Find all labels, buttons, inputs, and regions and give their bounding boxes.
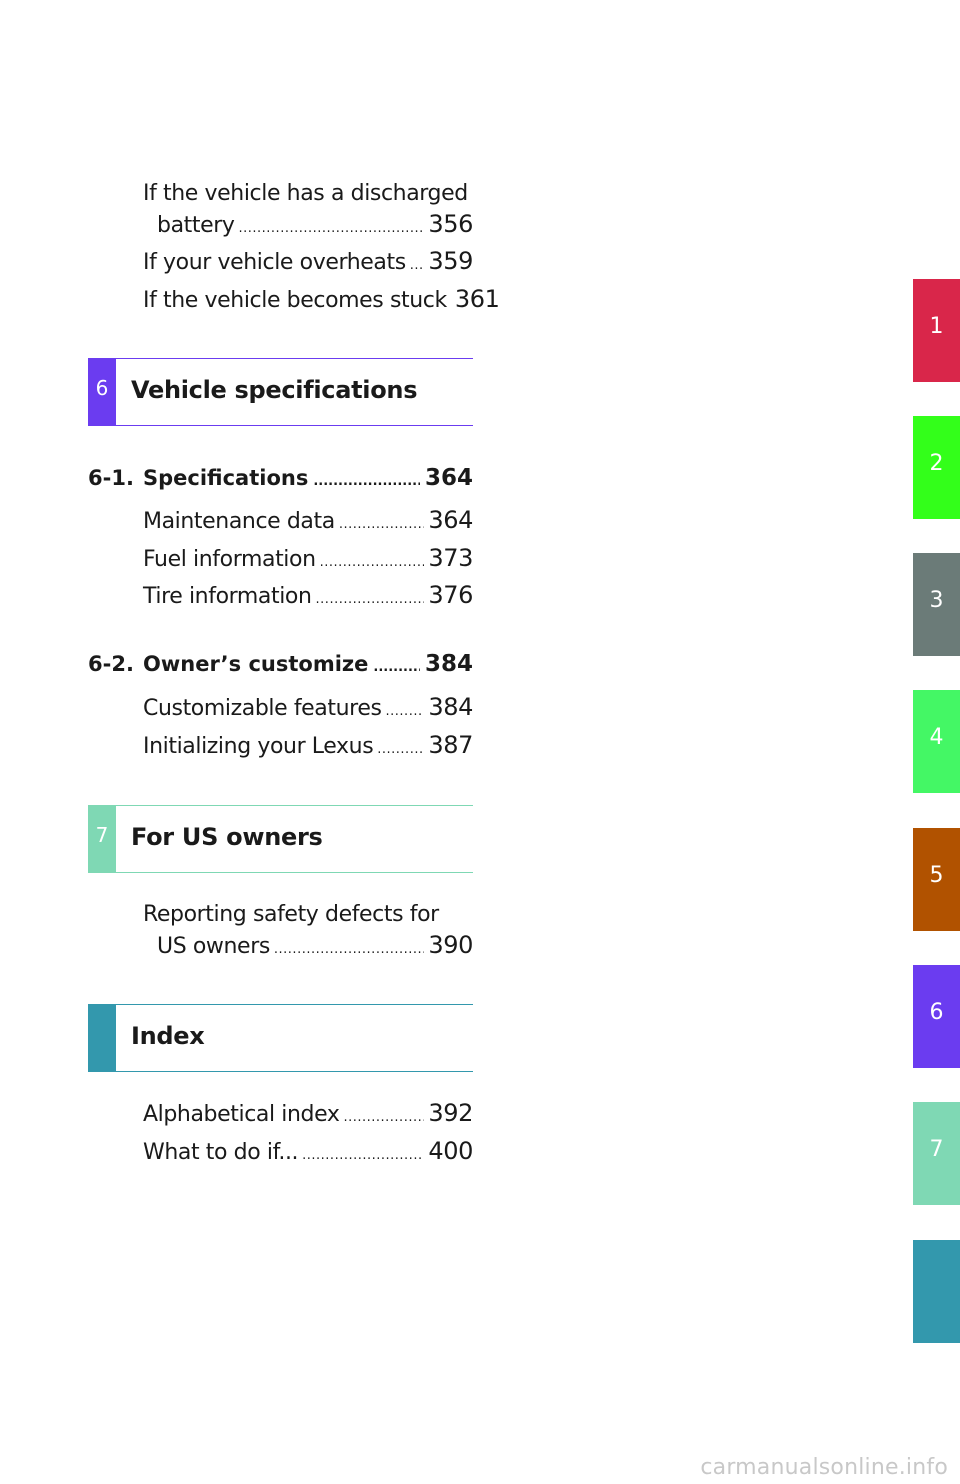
chapter-tab-7[interactable]: 7 — [913, 1102, 960, 1205]
dot-leader — [302, 1141, 424, 1171]
toc-page-number: 390 — [428, 931, 473, 959]
toc-entry-label: Fuel information — [143, 547, 316, 572]
dot-leader — [377, 735, 424, 765]
subsection-number: 6-2. — [88, 652, 134, 676]
dot-leader — [386, 697, 425, 727]
section-color-badge — [88, 1005, 116, 1071]
toc-entry-customizable-features[interactable] — [143, 692, 473, 727]
toc-page-number: 384 — [424, 651, 473, 677]
dot-leader — [274, 935, 424, 965]
toc-entry-label: If your vehicle overheats — [143, 250, 406, 275]
toc-entry-label: battery — [157, 213, 235, 238]
toc-page-number: 364 — [428, 506, 473, 534]
section-header-7 — [88, 805, 473, 873]
toc-entry-stuck[interactable] — [143, 284, 500, 319]
toc-page-number: 361 — [454, 285, 500, 313]
toc-entry-label: Initializing your Lexus — [143, 734, 374, 759]
toc-entry-discharged-battery[interactable] — [157, 209, 473, 244]
section-header-index — [88, 1004, 473, 1072]
toc-subsection-6-1[interactable] — [88, 463, 473, 497]
dot-leader — [320, 548, 425, 578]
toc-entry-label: US owners — [157, 934, 270, 959]
chapter-tab-4[interactable]: 4 — [913, 690, 960, 793]
watermark: carmanualsonline.info — [700, 1455, 948, 1480]
chapter-tab-index[interactable] — [913, 1240, 960, 1343]
subsection-number: 6-1. — [88, 466, 134, 490]
toc-entry-fuel-information[interactable] — [143, 543, 473, 578]
toc-entry-discharged-battery-line1[interactable]: If the vehicle has a discharged — [143, 181, 468, 206]
toc-page-number: 387 — [428, 731, 473, 759]
toc-entry-alphabetical-index[interactable] — [143, 1098, 473, 1133]
toc-entry-label: Tire information — [143, 584, 312, 609]
dot-leader — [339, 510, 425, 540]
dot-leader — [316, 585, 425, 615]
chapter-tab-6[interactable]: 6 — [913, 965, 960, 1068]
toc-page-number: 376 — [428, 581, 473, 609]
chapter-tab-1[interactable]: 1 — [913, 279, 960, 382]
toc-page-number: 373 — [428, 544, 473, 572]
toc-entry-initializing[interactable] — [143, 730, 473, 765]
subsection-label: Owner’s customize — [143, 652, 369, 676]
toc-entry-label: If the vehicle becomes stuck — [143, 288, 447, 313]
toc-entry-reporting-defects[interactable] — [157, 930, 473, 965]
dot-leader — [373, 653, 420, 683]
toc-page-number: 392 — [428, 1099, 473, 1127]
dot-leader — [410, 251, 425, 281]
toc-entry-label: Customizable features — [143, 696, 382, 721]
toc-entry-overheats[interactable] — [143, 246, 473, 281]
subsection-label: Specifications — [143, 466, 309, 490]
toc-page-number: 359 — [428, 247, 473, 275]
dot-leader — [313, 467, 420, 497]
section-title: Vehicle specifications — [131, 376, 418, 404]
chapter-tab-3[interactable]: 3 — [913, 553, 960, 656]
toc-entry-maintenance-data[interactable] — [143, 505, 473, 540]
toc-entry-label: Maintenance data — [143, 509, 335, 534]
chapter-tab-2[interactable]: 2 — [913, 416, 960, 519]
toc-page-number: 400 — [428, 1137, 473, 1165]
toc-entry-label: What to do if... — [143, 1140, 299, 1165]
toc-entry-what-to-do-if[interactable] — [143, 1136, 473, 1171]
section-header-6 — [88, 358, 473, 426]
section-number-badge: 6 — [88, 359, 116, 425]
toc-entry-label: Alphabetical index — [143, 1102, 340, 1127]
toc-page-number: 364 — [424, 465, 473, 491]
chapter-tab-5[interactable]: 5 — [913, 828, 960, 931]
section-title: For US owners — [131, 823, 323, 851]
toc-page-number: 356 — [428, 210, 473, 238]
toc-page-number: 384 — [428, 693, 473, 721]
dot-leader — [239, 214, 425, 244]
toc-entry-tire-information[interactable] — [143, 580, 473, 615]
dot-leader — [343, 1103, 424, 1133]
toc-entry-reporting-defects-line1[interactable]: Reporting safety defects for — [143, 902, 439, 927]
section-title: Index — [131, 1022, 205, 1050]
toc-subsection-6-2[interactable] — [88, 649, 473, 683]
section-number-badge: 7 — [88, 806, 116, 872]
